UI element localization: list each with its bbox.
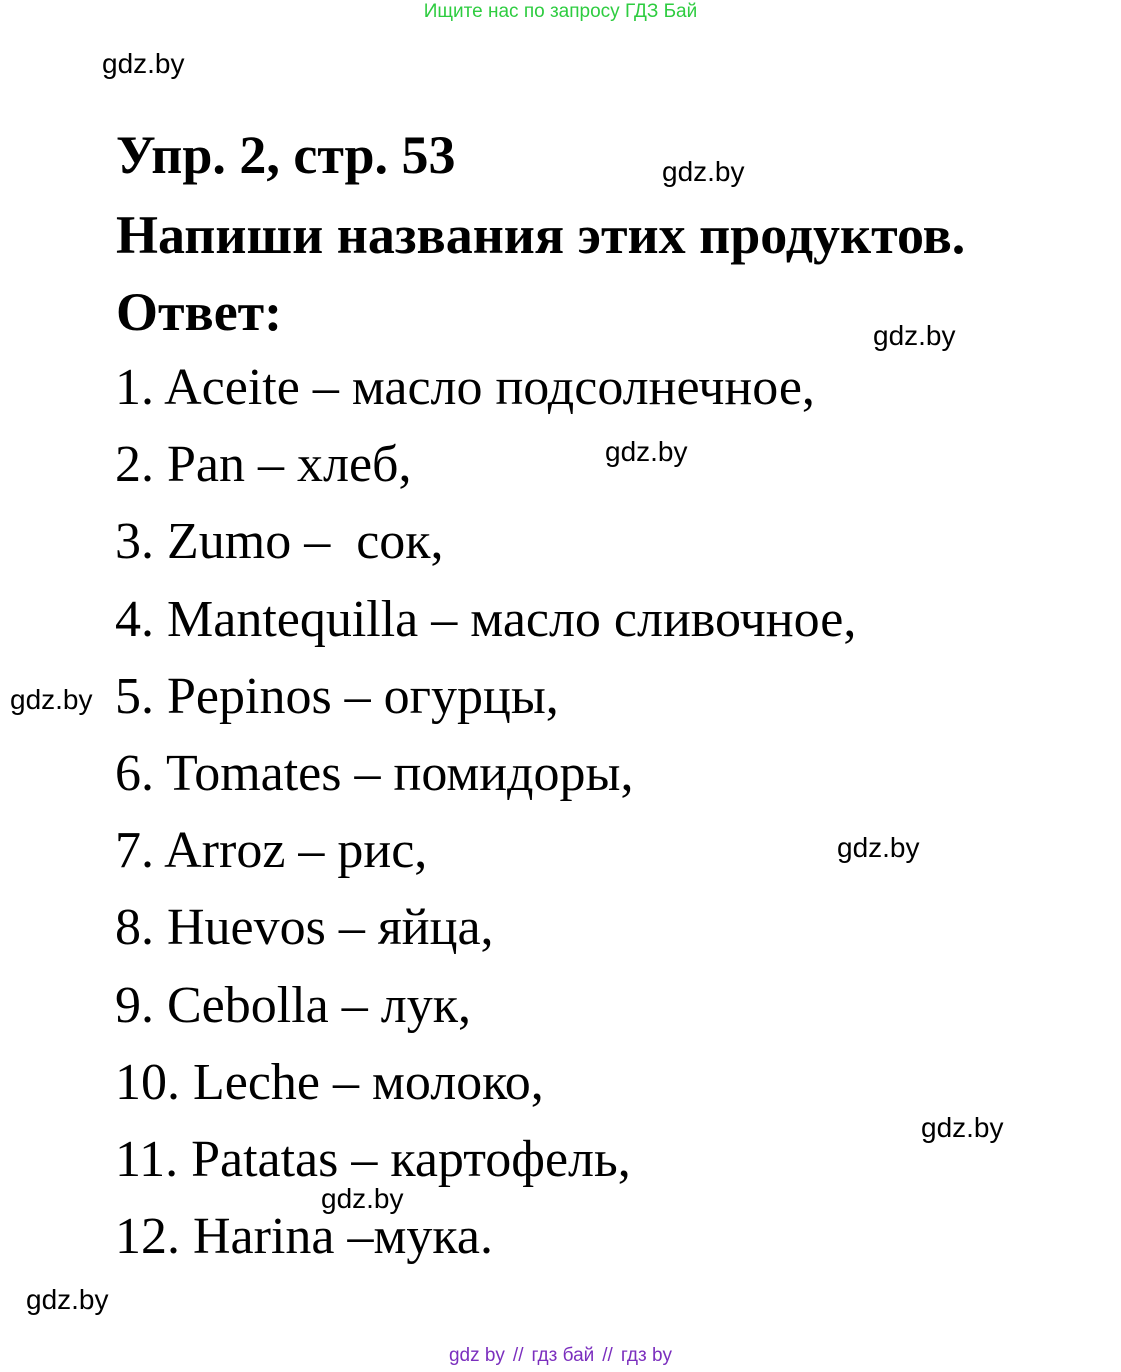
answer-item: 1. Aceite – масло подсолнечное, <box>115 359 815 416</box>
answer-item: 3. Zumo – сок, <box>115 513 444 571</box>
answer-item: 10. Leche – молоко, <box>115 1053 544 1111</box>
exercise-title: Упр. 2, стр. 53 <box>116 125 456 185</box>
answer-item: 7. Arroz – рис, <box>115 822 428 880</box>
footer-separator: // <box>602 1345 613 1366</box>
watermark: gdz.by <box>26 1284 109 1315</box>
answer-item: 4. Mantequilla – масло сливочное, <box>115 590 857 648</box>
footer-link-gdz-bai[interactable]: гдз бай <box>531 1345 595 1366</box>
watermark: gdz.by <box>10 684 93 715</box>
footer-link-gdz-by-ru[interactable]: гдз by <box>620 1345 673 1366</box>
answer-item: 12. Harina –мука. <box>115 1208 493 1266</box>
footer-link-gdz-by[interactable]: gdz by <box>448 1345 505 1366</box>
watermark: gdz.by <box>321 1183 404 1214</box>
watermark: gdz.by <box>921 1112 1004 1143</box>
watermark: gdz.by <box>837 832 920 863</box>
answer-item: 9. Cebolla – лук, <box>115 976 471 1034</box>
watermark: gdz.by <box>605 436 688 467</box>
watermark: gdz.by <box>873 320 956 351</box>
answer-list <box>115 358 856 1284</box>
answer-label: Ответ: <box>116 282 283 342</box>
search-hint-banner[interactable]: Ищите нас по запросу ГДЗ Бай <box>423 1 698 22</box>
answer-item: 8. Huevos – яйца, <box>115 899 494 957</box>
footer-links <box>0 1344 1121 1368</box>
answer-item: 2. Pan – хлеб, <box>115 436 412 494</box>
answer-item: 11. Patatas – картофель, <box>115 1130 631 1188</box>
footer-separator: // <box>512 1345 524 1366</box>
watermark: gdz.by <box>662 156 745 187</box>
answer-item: 6. Tomates – помидоры, <box>115 744 634 802</box>
task-instruction: Напиши названия этих продуктов. <box>116 205 966 265</box>
answer-item: 5. Pepinos – огурцы, <box>115 667 559 725</box>
watermark: gdz.by <box>102 48 185 79</box>
